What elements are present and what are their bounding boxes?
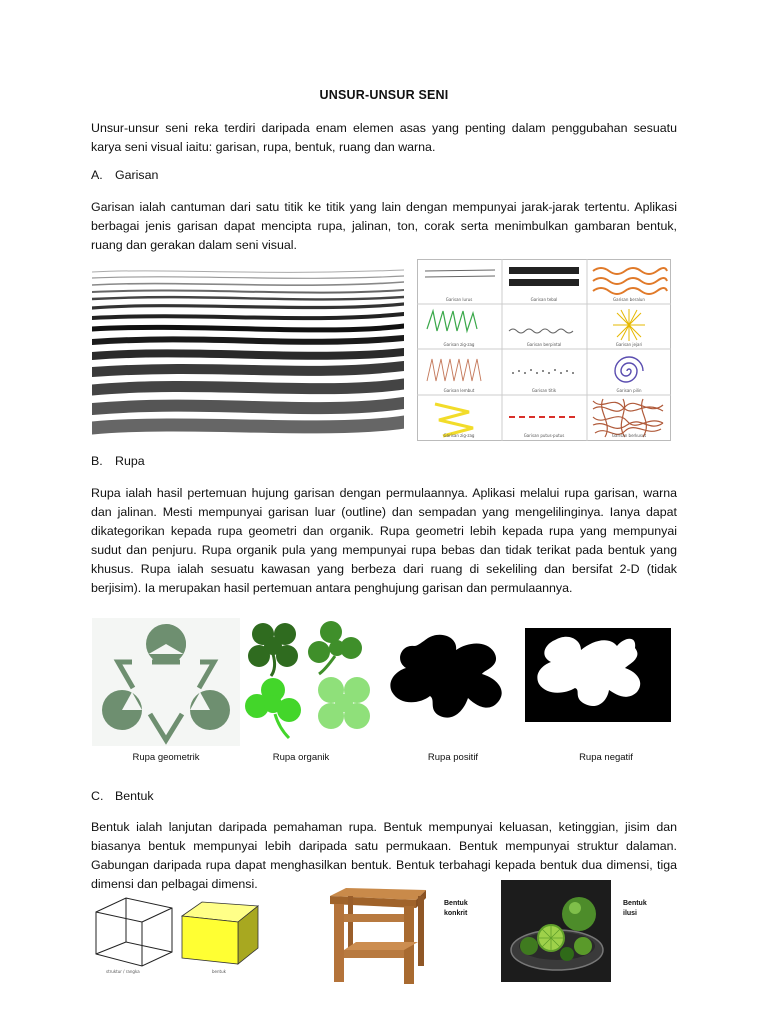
label-konkrit-line2: konkrit: [444, 910, 468, 917]
section-c-title: Bentuk: [115, 789, 154, 803]
brush-strokes-image: [92, 266, 404, 440]
wooden-stool-image: [322, 886, 434, 986]
section-a-title: Garisan: [115, 168, 159, 182]
line-label-2: Garisan tebal: [530, 297, 558, 302]
section-a-heading: [91, 166, 158, 185]
page-title: UNSUR-UNSUR SENI: [319, 88, 449, 102]
cube-caption-frame: struktur / rangka: [106, 969, 140, 974]
section-c-letter: C.: [91, 789, 104, 803]
intro-paragraph: Unsur-unsur seni reka terdiri daripada enam elemen asas yang penting dalam penggubahan sesuatu karya seni visual iaitu: garisan, rupa, bentuk, ruang dan warna.: [91, 121, 677, 154]
section-a-paragraph: Garisan ialah cantuman dari satu titik ke titik yang lain dengan mempunyai jarak-jarak tertentu. Aplikasi berbagai jenis garisan dapat mencipta rupa, jalinan, ton, corak serta menimbulkan gambaran bentuk, ruang dan gerakan dalam seni visual.: [91, 200, 677, 252]
caption-rupa-organik: Rupa organik: [272, 752, 330, 763]
section-a-letter: A.: [91, 168, 103, 182]
caption-rupa-geometrik: Rupa geometrik: [132, 752, 200, 763]
line-label-6: Garisan jejari: [615, 342, 643, 347]
line-label-12: Garisan berkusut: [611, 433, 647, 438]
line-label-9: Garisan pilin: [616, 388, 642, 393]
line-label-11: Garisan putus-putus: [523, 433, 565, 438]
line-label-5: Garisan berpintal: [526, 342, 562, 347]
line-types-chart: [417, 259, 671, 441]
section-b-letter: B.: [91, 454, 103, 468]
cube-caption-solid: bentuk: [212, 969, 226, 974]
section-b-heading: [91, 452, 145, 471]
section-c-heading: [91, 787, 154, 806]
caption-rupa-negatif: Rupa negatif: [579, 752, 633, 763]
line-label-7: Garisan lembut: [443, 388, 475, 393]
cube-diagrams-image: [92, 894, 274, 976]
geometric-shape-image: [92, 618, 240, 746]
label-bentuk-konkrit: [444, 899, 468, 919]
section-b-paragraph: Rupa ialah hasil pertemuan hujung garisan dengan permulaannya. Aplikasi melalui rupa garisan, warna dan jalinan. Mesti mempunyai garisan luar (outline) dan sempadan yang mengelilinginya. Ianya dapat dikategorikan kepada rupa geometri dan organik. Rupa geometri lebih kepada rupa yang mempunyai sudut dan penjuru. Rupa organik pula yang mempunyai rupa bebas dan tidak terikat pada bentuk yang khusus. Rupa ialah sesuatu kawasan yang berbeza dari ruang di sekeliling dan bersifat 2-D (tidak berjisim). Ia merupakan hasil pertemuan antara penghujung garisan dan permulaannya.: [91, 486, 677, 595]
positive-shape-image: [384, 630, 516, 722]
limes-painting-image: [501, 880, 611, 982]
section-c-paragraph: Bentuk ialah lanjutan daripada pemahaman rupa. Bentuk mempunyai keluasan, ketinggian, jisim dan biasanya bentuk mempunyai lebih daripada satu permukaan. Bentuk mempunyai struktur dalaman. Gabungan daripada rupa dapat menghasilkan bentuk. Bentuk terbahagi kepada bentuk dua dimensi, tiga dimensi dan pelbagai dimensi.: [91, 820, 677, 891]
label-bentuk-ilusi: [623, 899, 647, 919]
label-konkrit-line1: Bentuk: [444, 900, 468, 907]
line-label-10: Garisan zig-zag: [443, 433, 475, 438]
negative-shape-image: [525, 628, 671, 722]
label-ilusi-line1: Bentuk: [623, 900, 647, 907]
line-label-4: Garisan zig-zag: [443, 342, 475, 347]
line-label-8: Garisan titik: [531, 388, 557, 393]
line-label-3: Garisan beralun: [613, 297, 645, 302]
line-label-1: Garisan lurus: [445, 297, 473, 302]
organic-shape-image: [243, 618, 373, 746]
section-b-title: Rupa: [115, 454, 145, 468]
caption-rupa-positif: Rupa positif: [427, 752, 479, 763]
label-ilusi-line2: ilusi: [623, 910, 638, 917]
